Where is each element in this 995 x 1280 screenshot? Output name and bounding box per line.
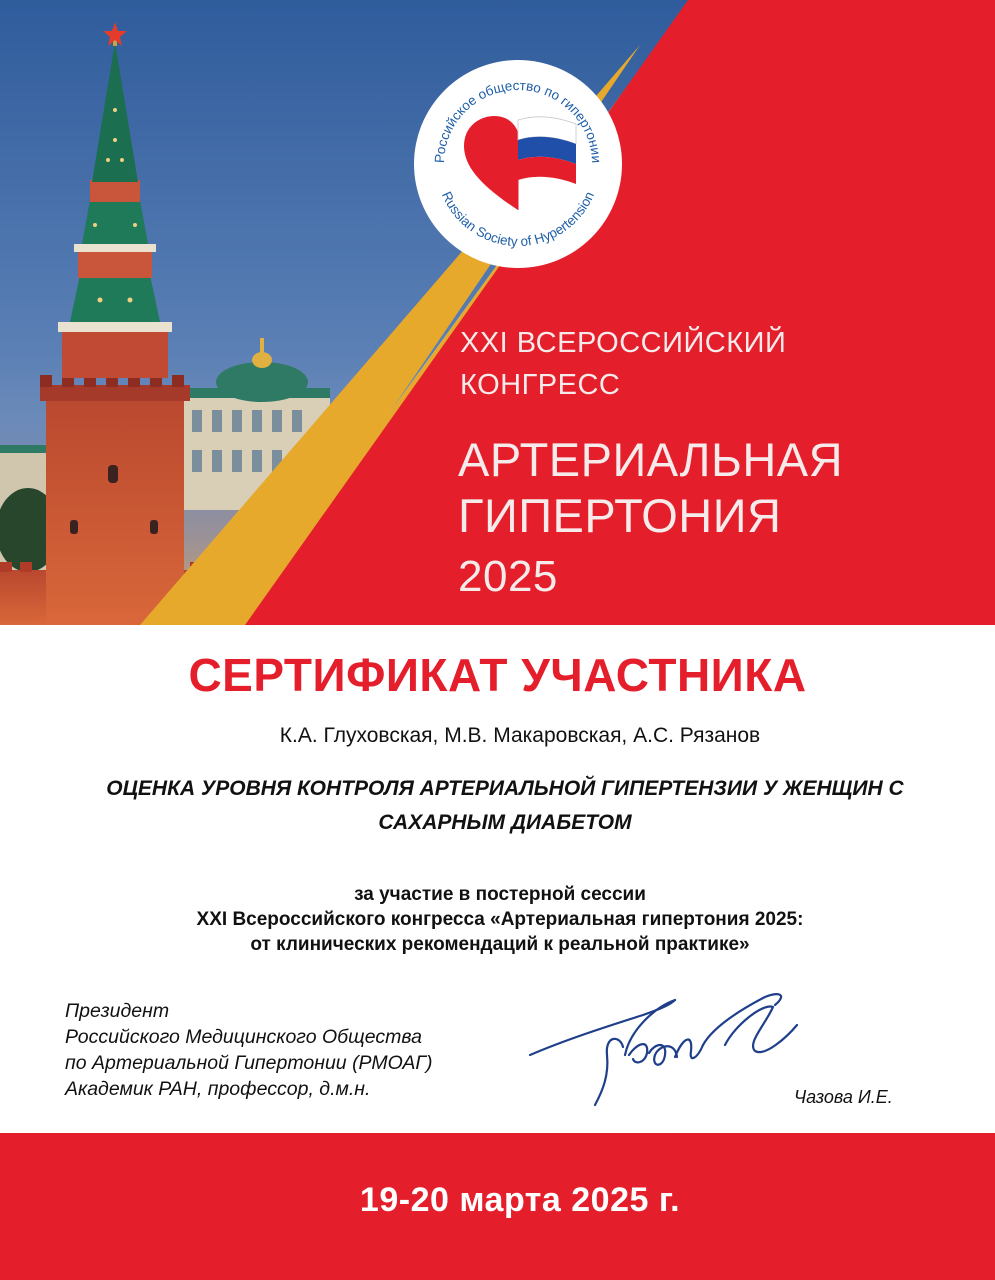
signatory-line3: по Артериальной Гипертонии (РМОАГ) [65, 1052, 433, 1074]
congress-year: 2025 [458, 552, 558, 601]
topic-line1: ОЦЕНКА УРОВНЯ КОНТРОЛЯ АРТЕРИАЛЬНОЙ ГИПЕРТЕНЗИИ У ЖЕНЩИН С [106, 777, 904, 800]
header-banner [0, 0, 995, 625]
participation-text [0, 882, 995, 957]
footer-band [0, 1133, 995, 1280]
signatory-line1: Президент [65, 1000, 170, 1022]
topic-line2: САХАРНЫМ ДИАБЕТОМ [378, 811, 632, 834]
signatory-title [65, 998, 535, 1102]
participation-line3: от клинических рекомендаций к реальной практике» [250, 934, 750, 955]
congress-label: КОНГРЕСС [460, 369, 621, 401]
heart-icon [464, 116, 518, 210]
participation-line2: XXI Всероссийского конгресса «Артериальная гипертония 2025: [196, 909, 804, 930]
authors: К.А. Глуховская, М.В. Макаровская, А.С. Рязанов [279, 724, 761, 747]
signatory-line2: Российского Медицинского Общества [65, 1026, 422, 1048]
logo-text-ru: Российское общество по гипертонии [431, 77, 605, 164]
congress-title-line1: АРТЕРИАЛЬНАЯ [458, 433, 844, 486]
event-date: 19-20 марта 2025 г. [359, 1181, 681, 1219]
congress-edition: XXI ВСЕРОССИЙСКИЙ [460, 327, 787, 359]
russian-flag-icon [518, 117, 576, 210]
logo-text-en: Russian Society of Hypertension [438, 189, 598, 250]
participation-line1: за участие в постерной сессии [354, 884, 646, 905]
poster-topic [0, 772, 995, 840]
congress-title-line2: ГИПЕРТОНИЯ [458, 489, 782, 542]
certificate-title: СЕРТИФИКАТ УЧАСТНИКА [188, 649, 807, 701]
society-logo [414, 60, 622, 268]
signatory-line4: Академик РАН, профессор, д.м.н. [65, 1078, 371, 1100]
signatory-name: Чазова И.Е. [794, 1087, 893, 1107]
handwritten-signature [525, 985, 805, 1115]
